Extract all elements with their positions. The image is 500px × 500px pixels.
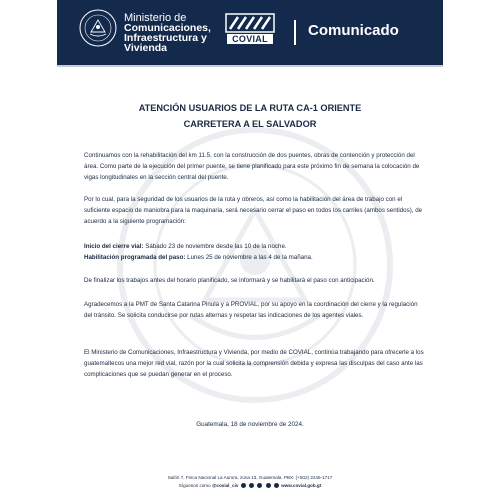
paragraph-3: De finalizar los trabajos antes del horario planificado, se informará y se habilitará el paso con anticipación. (84, 277, 375, 284)
footer (60, 474, 440, 490)
tiktok-icon[interactable] (266, 483, 271, 488)
guatemala-seal-icon (78, 8, 118, 48)
ministry-line1: Ministerio de (124, 12, 187, 24)
paragraph-1: Continuamos con la rehabilitación del km 11.5, con la construcción de dos puentes, obras de contención y protección del área. Como parte de la ejecución del primer puente, se tiene planificado para este próximo fin de semana la colocación de vigas longitudinales en la sección central del puente. (84, 152, 420, 181)
schedule-start (84, 241, 424, 252)
comunicado-label: Comunicado (308, 22, 399, 39)
schedule-start-value: Sábado 23 de noviembre desde las 10 de la noche. (143, 243, 287, 250)
header-separator (294, 20, 296, 45)
footer-socials (60, 482, 440, 490)
ministry-line4: Vivienda (124, 42, 167, 54)
header-divider (57, 65, 443, 67)
social-icons (240, 482, 280, 490)
document-title (60, 100, 440, 132)
x-icon[interactable] (249, 483, 254, 488)
paragraph-2: Por lo cual, para la seguridad de los usuarios de la ruta y obreros, así como la habilitación del área de trabajo con el suficiente espacio de maniobra para la maquinaria, será necesario cerrar el paso en todos los carriles (ambos sentidos), de acuerdo a la siguiente programación: (84, 196, 423, 225)
footer-handle[interactable]: @covial_civ (211, 483, 239, 489)
title-line1: ATENCIÓN USUARIOS DE LA RUTA CA-1 ORIENTE (138, 103, 362, 113)
schedule-end-label: Habilitación programada del paso: (84, 254, 186, 261)
youtube-icon[interactable] (274, 483, 279, 488)
facebook-icon[interactable] (241, 483, 246, 488)
paragraph-5: El Ministerio de Comunicaciones, Infraestructura y Vivienda, por medio de COVIAL, continúa trabajando para ofrecerle a los guatemaltecos una mejor red vial, razón por la cual solicita la comprensión debida y expresa las disculpas del caso ante las complicaciones que se puedan generar en el proceso. (84, 349, 424, 378)
covial-label: COVIAL (227, 34, 273, 44)
schedule-end-value: Lunes 25 de noviembre a las 4 de la mañana. (185, 254, 313, 261)
title-line2: CARRETERA A EL SALVADOR (183, 119, 317, 129)
schedule-start-label: Inicio del cierre vial: (84, 243, 144, 250)
footer-website[interactable]: www.covial.gob.gt (281, 483, 322, 489)
instagram-icon[interactable] (257, 483, 262, 488)
paragraph-4: Agradecemos a la PMT de Santa Catarina Pinula y a PROVIAL, por su apoyo en la coordinación del cierre y la regulación del tránsito. Se solicita conducirse por rutas alternas y respetar las indicaciones de los agentes viales. (84, 301, 418, 319)
document-date: Guatemala, 18 de noviembre de 2024. (196, 421, 304, 428)
ministry-line2: Comunicaciones, (124, 22, 211, 34)
schedule-end (84, 252, 424, 263)
ministry-name (124, 13, 234, 53)
ministry-line3: Infraestructura y (124, 32, 207, 44)
footer-follow-label: Síguenos como (178, 483, 211, 489)
footer-address: Salón 7, Finca Nacional La Aurora, zona 13, Guatemala. PBX: (+502) 2245-1717 (167, 475, 333, 480)
